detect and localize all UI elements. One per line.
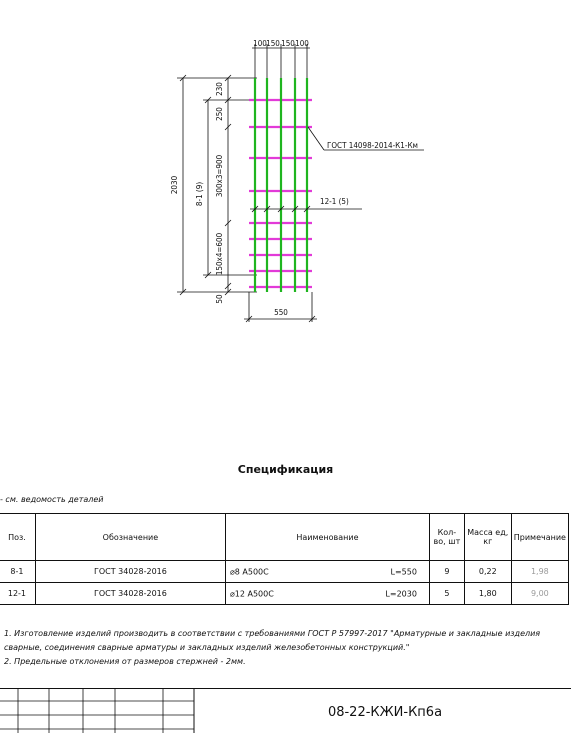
cell-pos: 8-1 (0, 561, 35, 583)
vertical-bars (255, 78, 307, 292)
specification-table (0, 513, 569, 605)
cell-mass: 1,80 (464, 583, 511, 605)
spec-title: Спецификация (237, 463, 334, 476)
title-block-grid (0, 688, 571, 733)
top-dim-100-right: 100 (295, 39, 309, 48)
cell-designation: ГОСТ 34028-2016 (35, 561, 225, 583)
cell-name (225, 583, 429, 605)
header-designation: Обозначение (35, 514, 225, 561)
header-name: Наименование (225, 514, 429, 561)
header-remark: Примечание (511, 514, 568, 561)
top-dim-100-left: 100 (253, 39, 267, 48)
cell-name-text: ⌀8 А500С (229, 567, 269, 576)
cell-remark: 9,00 (511, 583, 568, 605)
top-dim-150-right: 150 (281, 39, 295, 48)
top-dim-150-left: 150 (266, 39, 280, 48)
cell-designation: ГОСТ 34028-2016 (35, 583, 225, 605)
note-line: сварные, соединения сварные арматуры и закладных изделий железобетонных конструкций." (4, 643, 410, 652)
callout-gost-leader (308, 127, 324, 150)
drawing-code: 08-22-КЖИ-Кп6а (327, 705, 443, 720)
cell-length: L=2030 (385, 589, 417, 598)
callout-bar: 12-1 (5) (320, 197, 349, 206)
header-qty: Кол-во, шт (429, 514, 464, 561)
header-mass: Масса ед, кг (464, 514, 511, 561)
spec-note: - см. ведомость деталей (0, 495, 104, 504)
note-line: 2. Предельные отклонения от размеров стержней - 2мм. (4, 657, 246, 666)
cell-qty: 9 (429, 561, 464, 583)
general-notes (4, 627, 540, 669)
table-row (0, 583, 569, 605)
header-pos: Поз. (0, 514, 35, 561)
cell-qty: 5 (429, 583, 464, 605)
bottom-dim-550: 550 (274, 308, 288, 317)
cell-pos: 12-1 (0, 583, 35, 605)
vertical-bar-label: 8-1 (9) (195, 181, 204, 207)
table-header-row (0, 514, 569, 561)
cell-mass: 0,22 (464, 561, 511, 583)
dim-250: 250 (215, 107, 224, 121)
cell-name (225, 561, 429, 583)
cell-remark: 1,98 (511, 561, 568, 583)
callout-gost: ГОСТ 14098-2014-К1-Км (327, 141, 418, 150)
dim-300x3: 300x3=900 (215, 154, 224, 198)
dim-150x4: 150x4=600 (215, 232, 224, 276)
note-line: 1. Изготовление изделий производить в соответствии с требованиями ГОСТ Р 57997-2017 "Арматурные и закладные изделия (4, 629, 541, 638)
overall-height-label: 2030 (170, 175, 179, 195)
cell-length: L=550 (390, 567, 417, 576)
dim-230: 230 (215, 82, 224, 96)
table-row (0, 561, 569, 583)
dim-50: 50 (215, 294, 224, 304)
cell-name-text: ⌀12 А500С (229, 589, 274, 598)
